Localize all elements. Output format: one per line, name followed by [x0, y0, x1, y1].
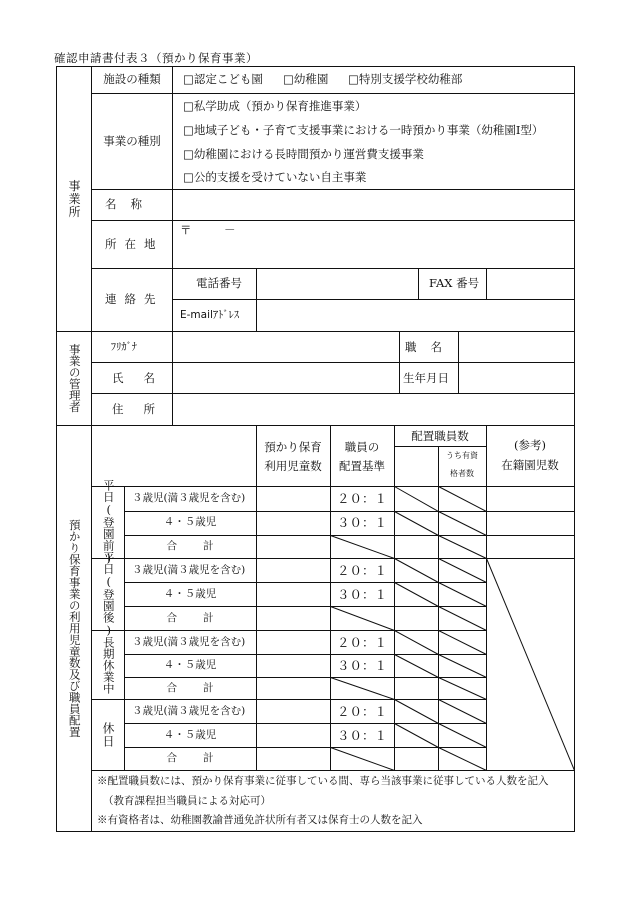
- phone-field[interactable]: [258, 270, 416, 298]
- row-age-label: ４・５歳児: [163, 659, 217, 671]
- business-type-option-independent[interactable]: □公的支援を受けていない自主事業: [183, 170, 367, 184]
- reference-enrollment-header-line2: 在籍園児数: [501, 458, 559, 472]
- manager-address-label: 住所: [112, 402, 175, 416]
- business-type-option-private-aid[interactable]: □私学助成（預かり保育推進事業）: [183, 99, 367, 113]
- contact-label: 連絡先: [105, 292, 164, 306]
- postal-dash: －: [224, 223, 236, 237]
- business-type-option-long-hours[interactable]: □幼稚園における長時間預かり運営費支援事業: [183, 147, 424, 161]
- row-total-label: 合計: [166, 540, 240, 552]
- postal-mark: 〒: [180, 223, 192, 237]
- row-ratio: ２０：１: [336, 563, 388, 578]
- manager-section-label: 事業の管理者: [67, 343, 82, 413]
- group-label-long-vacation: 長期休業中: [101, 636, 116, 694]
- office-section-label: 事業所: [67, 179, 81, 219]
- facility-type-option-special-school[interactable]: □特別支援学校幼稚部: [348, 72, 463, 86]
- business-type-option-temporary-care[interactable]: □地域子ども・子育て支援事業における一時預かり事業（幼稚園Ⅰ型）: [183, 123, 544, 137]
- phone-label: 電話番号: [196, 276, 242, 290]
- manager-address-field[interactable]: [174, 395, 573, 424]
- row-age-label: ４・５歳児: [163, 516, 217, 528]
- manager-name-label: 氏名: [112, 371, 175, 385]
- staff-count-header: 配置職員数: [411, 429, 469, 443]
- row-age-label: ３歳児(満３歳児を含む): [132, 564, 246, 576]
- group-label-weekday-after: 平日(登園後): [101, 551, 116, 637]
- usage-count-header-line2: 利用児童数: [264, 459, 322, 473]
- row-ratio: ２０：１: [336, 491, 388, 506]
- row-ratio: ３０：１: [336, 515, 388, 530]
- note-teacher-allowed: （教育課程担当職員による対応可）: [103, 795, 271, 807]
- email-field[interactable]: [258, 301, 573, 330]
- group-label-weekday-before: 平日(登園前): [101, 479, 116, 565]
- row-ratio: ３０：１: [336, 728, 388, 743]
- row-total-label: 合計: [166, 682, 240, 694]
- furigana-field[interactable]: [174, 333, 397, 361]
- row-age-label: ３歳児(満３歳児を含む): [132, 636, 246, 648]
- form-title: 確認申請書付表３（預かり保育事業）: [54, 51, 258, 65]
- group-label-holiday: 休日: [101, 722, 115, 748]
- row-age-label: ４・５歳児: [163, 729, 217, 741]
- position-field[interactable]: [460, 333, 573, 361]
- office-name-label: 名称: [105, 197, 156, 211]
- position-label: 職名: [405, 340, 456, 354]
- note-staff-count: ※配置職員数には、預かり保育事業に従事している間、専ら当該事業に従事している人数を記入: [97, 775, 549, 787]
- row-ratio: ３０：１: [336, 587, 388, 602]
- row-age-label: ３歳児(満３歳児を含む): [132, 705, 246, 717]
- row-total-label: 合計: [166, 752, 240, 764]
- reference-enrollment-header: (参考): [514, 438, 546, 452]
- office-name-field[interactable]: [175, 191, 573, 219]
- staffing-standard-header: 職員の: [344, 440, 380, 454]
- furigana-label: ﾌﾘｶﾞﾅ: [110, 341, 138, 353]
- manager-name-field[interactable]: [174, 364, 397, 392]
- facility-type-label: 施設の種類: [103, 72, 161, 86]
- row-age-label: ３歳児(満３歳児を含む): [132, 492, 246, 504]
- facility-type-option-kodomoen[interactable]: □認定こども園: [183, 72, 263, 86]
- birthdate-field[interactable]: [460, 364, 573, 392]
- email-label: E-mailｱﾄﾞﾚｽ: [180, 309, 240, 321]
- row-ratio: ２０：１: [336, 704, 388, 719]
- business-type-label: 事業の種別: [103, 134, 161, 148]
- qualified-count-header-line2: 格者数: [450, 469, 474, 478]
- childcare-section-label: 預かり保育事業の利用児童数及び職員配置: [67, 518, 82, 738]
- office-address-label: 所在地: [105, 237, 164, 251]
- qualified-count-header: うち有資: [446, 451, 478, 460]
- facility-type-option-kindergarten[interactable]: □幼稚園: [283, 72, 329, 86]
- birthdate-label: 生年月日: [403, 371, 449, 385]
- note-qualified: ※有資格者は、幼稚園教諭普通免許状所有者又は保育士の人数を記入: [97, 814, 423, 826]
- row-ratio: ３０：１: [336, 658, 388, 673]
- row-total-label: 合計: [166, 612, 240, 624]
- usage-count-header: 預かり保育: [264, 440, 322, 454]
- fax-field[interactable]: [488, 270, 573, 298]
- row-ratio: ２０：１: [336, 635, 388, 650]
- staffing-standard-header-line2: 配置基準: [339, 459, 385, 473]
- row-age-label: ４・５歳児: [163, 588, 217, 600]
- fax-label: FAX 番号: [429, 276, 480, 290]
